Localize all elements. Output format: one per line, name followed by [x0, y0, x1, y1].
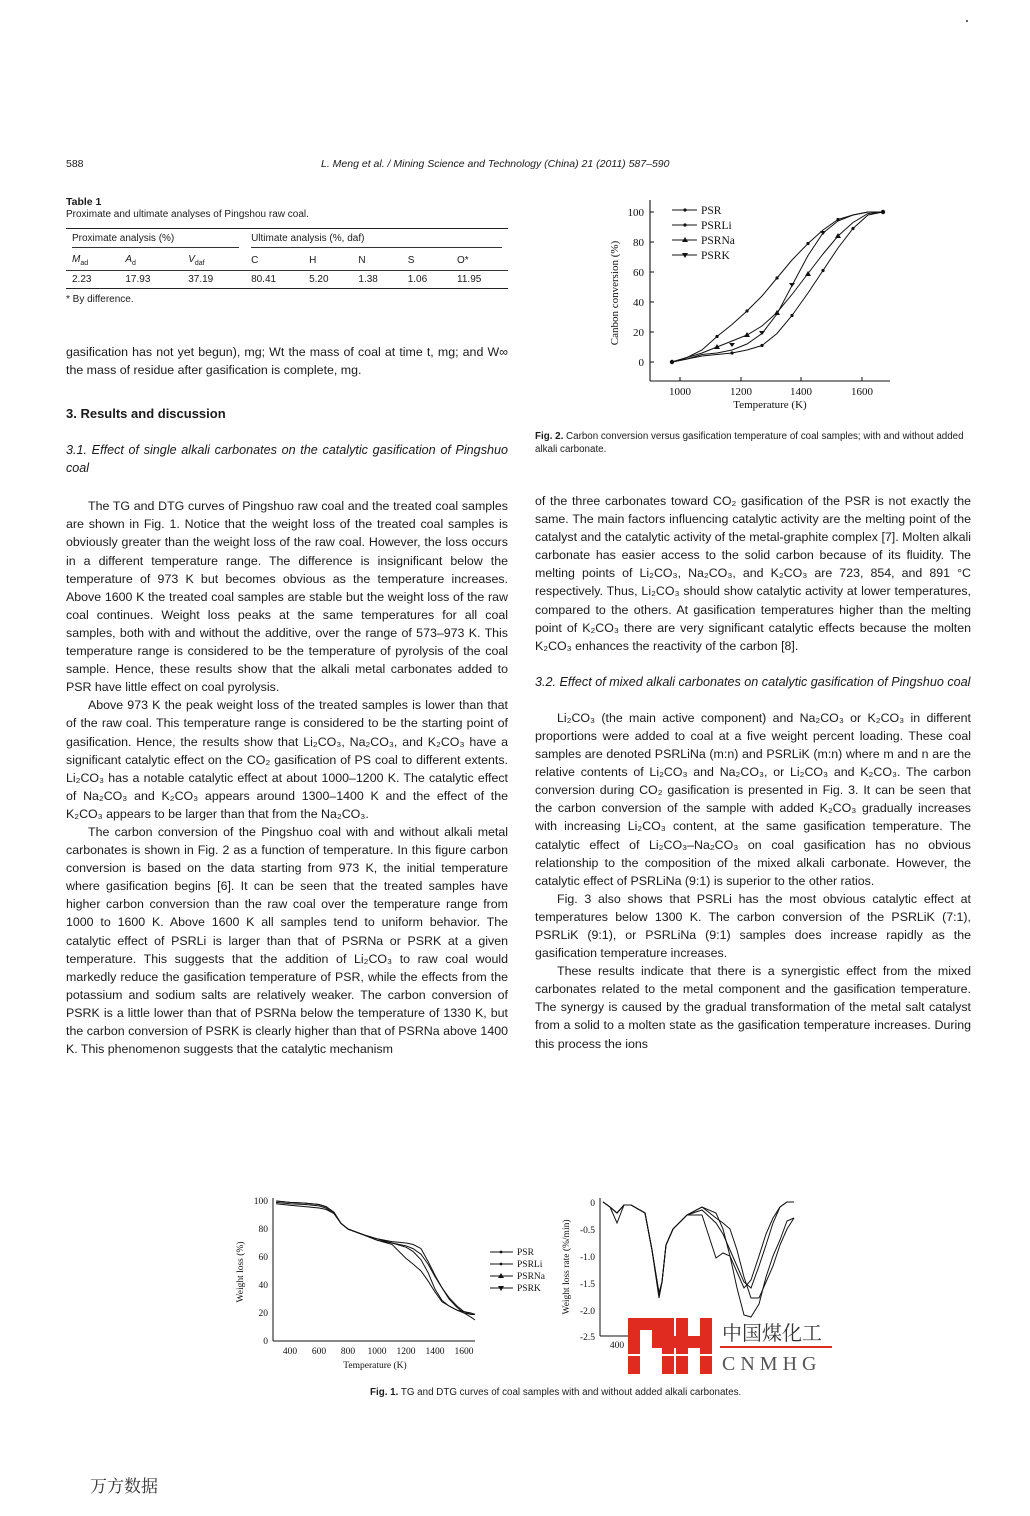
paragraph: These results indicate that there is a synergistic effect from the mixed carbonates related to the metal component and the gasification temperature. The synergy is caused by the gradual transformation of the metal salt catalyst from a solid to a molten state as the gasification temperature increases. During this process the ions — [535, 964, 971, 1051]
svg-text:PSR: PSR — [701, 205, 722, 217]
col-header-n: N — [358, 255, 366, 266]
journal-reference: L. Meng et al. / Mining Science and Technology (China) 21 (2011) 587–590 — [321, 158, 670, 170]
cell-h: 5.20 — [309, 274, 329, 285]
svg-text:1200: 1200 — [396, 1347, 416, 1357]
svg-text:PSRK: PSRK — [701, 250, 730, 262]
cell-vdaf: 37.19 — [188, 274, 214, 285]
series-psrna — [603, 1202, 794, 1298]
svg-text:0: 0 — [263, 1337, 268, 1347]
svg-text:400: 400 — [609, 1341, 625, 1351]
svg-text:1000: 1000 — [367, 1347, 387, 1357]
fig2-caption-label: Fig. 2. — [535, 431, 564, 442]
cell-n: 1.38 — [358, 274, 378, 285]
paragraph: of the three carbonates toward CO₂ gasification of the PSR is not exactly the same. The main factors influencing catalytic activity are the melting point of the catalyst and the catalytic activity of the metal-graphite complex [7]. Molten alkali carbonate has easier access to the solid carbon because of its fluidity. The melting points of Li₂CO₃, Na₂CO₃, and K₂CO₃ are 723, 854, and 891 °C respectively. Thus, Li₂CO₃ should show catalytic activity at lower temperatures, compared to the others. At gasification temperatures higher than the melting point of K₂CO₃ there are very significant catalytic effects because the molten K₂CO₃ enhances the reactivity of the carbon [8]. — [535, 494, 971, 653]
fig1-caption-text: TG and DTG curves of coal samples with and without added alkali carbonates. — [400, 1387, 742, 1398]
svg-text:100: 100 — [253, 1197, 268, 1207]
svg-text:PSRLi: PSRLi — [517, 1260, 543, 1270]
table-caption: Proximate and ultimate analyses of Pingshou raw coal. — [66, 209, 309, 220]
svg-text:Weight loss rate (%/min): Weight loss rate (%/min) — [562, 1219, 572, 1315]
table-row — [66, 271, 508, 289]
fig2-caption-text: Carbon conversion versus gasification temperature of coal samples; with and without added alkali carbonate. — [535, 431, 964, 455]
watermark-en-text: CNMHG — [722, 1353, 822, 1375]
fig1-caption-label: Fig. 1. — [370, 1387, 399, 1398]
paragraph: The TG and DTG curves of Pingshuo raw coal and the treated coal samples are shown in Fig. 1. Notice that the weight loss of the treated coal samples is obviously greater than the weight loss of the raw coal. However, the loss occurs in a different temperature range. The difference is insignificant below the temperature of 973 K but becomes obvious as the temperature increases. Above 1600 K the treated coal samples are stable but the weight loss of the raw coal continues. Weight loss peaks at the same temperatures for all coal samples, both with and without the additive, over the range of 573–973 K. This temperature range is considered to be the temperature of pyrolysis of the coal sample. Hence, these results show that the alkali metal carbonates added to PSR have little effect on coal pyrolysis. — [66, 499, 508, 695]
col-header-h: H — [309, 255, 317, 266]
svg-text:PSRLi: PSRLi — [701, 220, 732, 232]
svg-text:80: 80 — [258, 1225, 268, 1235]
svg-text:-2.0: -2.0 — [579, 1307, 595, 1317]
svg-text:1400: 1400 — [790, 386, 812, 398]
svg-text:Temperature (K): Temperature (K) — [343, 1361, 407, 1371]
cnmhg-watermark-logo — [628, 1316, 838, 1376]
svg-text:PSRNa: PSRNa — [517, 1272, 545, 1282]
svg-text:100: 100 — [627, 207, 644, 219]
paragraph: Li₂CO₃ (the main active component) and Na₂CO₃ or K₂CO₃ in different proportions were added to coal at a five weight percent loading. These coal samples are denoted PSRLiNa (m:n) and PSRLiK (m:n) where m and n are the relative contents of Li₂CO₃ and Na₂CO₃, or Li₂CO₃ and K₂CO₃. The carbon conversion during CO₂ gasification is presented in Fig. 3. It can be seen that the carbon conversion of the sample with added K₂CO₃ gradually increases with increasing Li₂CO₃ content, at the same gasification temperature. The catalytic effect of Li₂CO₃–Na₂CO₃ on coal gasification has no obvious relationship to the composition of the mixed alkali carbonate. However, the catalytic effect of PSRLiNa (9:1) is superior to the other ratios. — [535, 710, 971, 888]
svg-text:60: 60 — [633, 267, 644, 279]
fig1-tg-chart — [225, 1192, 555, 1377]
svg-text:PSRNa: PSRNa — [701, 235, 735, 247]
col-header-c: C — [251, 255, 259, 266]
series-psrk — [276, 1204, 475, 1315]
right-column — [535, 492, 971, 1053]
subsection-heading-3-1: 3.1. Effect of single alkali carbonates on the catalytic gasification of Pingshuo coal — [66, 443, 508, 476]
table-title: Table 1 — [66, 196, 102, 208]
svg-text:1000: 1000 — [669, 386, 691, 398]
page-number: 588 — [66, 158, 84, 170]
fig1-legend — [490, 1248, 546, 1294]
subsection-heading-3-2: 3.2. Effect of mixed alkali carbonates on catalytic gasification of Pingshuo coal — [535, 674, 971, 689]
corner-mark — [966, 20, 968, 22]
svg-text:Canbon conversion (%): Canbon conversion (%) — [609, 240, 621, 346]
svg-text:40: 40 — [633, 297, 644, 309]
intro-text: gasification has not yet begun), mg; Wt the mass of coal at time t, mg; and W∞ the mass of residue after gasification is complete, mg. — [66, 345, 508, 378]
paragraph: Fig. 3 also shows that PSRLi has the most obvious catalytic effect at temperatures below 1300 K. The carbon conversion of the PSRLiK (7:1), PSRLiK (9:1), or PSRLiNa (9:1) samples does increase rapidly as the gasification temperature increases. — [535, 891, 971, 961]
svg-text:PSR: PSR — [517, 1248, 534, 1258]
series-psr — [276, 1201, 475, 1320]
svg-text:1600: 1600 — [454, 1347, 474, 1357]
mh-logo-icon — [628, 1316, 838, 1376]
group-header-proximate: Proximate analysis (%) — [72, 233, 239, 248]
svg-text:-2.5: -2.5 — [579, 1333, 595, 1343]
source-footer: 万方数据 — [90, 1477, 158, 1497]
table-footnote: * By difference. — [66, 294, 134, 305]
svg-text:80: 80 — [633, 237, 644, 249]
svg-text:400: 400 — [282, 1347, 298, 1357]
cell-c: 80.41 — [251, 274, 277, 285]
paragraph: Above 973 K the peak weight loss of the treated samples is lower than that of the raw coal. This temperature range is considered to be the starting point of gasification. Hence, the results show that Li₂CO₃, Na₂CO₃, and K₂CO₃ have a significant catalytic effect on the CO₂ gasification of PS coal to different extents. Li₂CO₃ has a notable catalytic effect at about 1000–1200 K. The catalytic effect of Na₂CO₃ and K₂CO₃ appears around 1300–1400 K and the effect of the K₂CO₃ appears to be larger than that from the Na₂CO₃. — [66, 698, 508, 821]
svg-text:40: 40 — [258, 1281, 268, 1291]
svg-text:-1.5: -1.5 — [579, 1280, 595, 1290]
fig2-carbon-conversion-chart — [600, 195, 900, 415]
cell-ad: 17.93 — [125, 274, 151, 285]
group-header-ultimate: Ultimate analysis (%, daf) — [251, 233, 502, 248]
paragraph: The carbon conversion of the Pingshuo coal with and without alkali metal carbonates is shown in Fig. 2 as a function of temperature. In this figure carbon conversion is based on the data starting from 973 K, the initial temperature where gasification begins [6]. It can be seen that the treated samples have higher carbon conversion than the raw coal over the temperature range from 1000 to 1600 K. Above 1600 K all samples tend to uniform behavior. The catalytic effect of PSRLi is larger than that of PSRNa or PSRK at a given temperature. This suggests that the addition of Li₂CO₃ to raw coal would markedly reduce the gasification temperature of PSR, while the effects from the potassium and sodium salts are relatively weaker. The carbon conversion of PSRK is a little lower than that of PSRNa below the temperature of 1330 K, but the carbon conversion of PSRK is clearly higher than that of PSRNa above 1400 K. This phenomenon suggests that the catalytic mechanism — [66, 824, 508, 1057]
series-psrli — [276, 1201, 475, 1314]
svg-text:Temperature (K): Temperature (K) — [733, 399, 807, 411]
fig1-caption — [370, 1386, 790, 1399]
svg-text:0: 0 — [638, 357, 644, 369]
col-header-s: S — [407, 255, 415, 266]
svg-text:0: 0 — [590, 1199, 595, 1209]
svg-text:-0.5: -0.5 — [579, 1226, 595, 1236]
cell-s: 1.06 — [407, 274, 428, 285]
cell-o: 11.95 — [457, 274, 482, 285]
series-psrli — [603, 1202, 794, 1296]
svg-text:20: 20 — [633, 327, 644, 339]
watermark-cn-text: 中国煤化工 — [722, 1323, 822, 1345]
series-psr — [603, 1202, 794, 1317]
series-psrna — [276, 1202, 475, 1314]
svg-text:Weight loss (%): Weight loss (%) — [236, 1241, 246, 1303]
table-1 — [66, 196, 508, 305]
svg-text:800: 800 — [340, 1347, 356, 1357]
svg-text:1200: 1200 — [730, 386, 752, 398]
svg-text:PSRK: PSRK — [517, 1284, 541, 1294]
left-column — [66, 343, 508, 1058]
section-heading: 3. Results and discussion — [66, 406, 226, 422]
svg-text:20: 20 — [258, 1309, 268, 1319]
svg-text:1400: 1400 — [425, 1347, 445, 1357]
fig2-caption — [535, 430, 975, 456]
svg-text:1600: 1600 — [851, 386, 873, 398]
cell-mad: 2.23 — [72, 274, 92, 285]
fig2-legend — [672, 205, 735, 262]
svg-text:600: 600 — [311, 1347, 327, 1357]
analysis-table: Proximate analysis (%) Ultimate analysis (%, daf) $M_{ad}$ $A_d$ $V_{daf}$ C H N S O* 2.23 17.93 37.19 80.41 5.20 1.38 1.06 11.95 — [66, 228, 508, 289]
col-header-o: O* — [457, 255, 469, 266]
svg-text:-1.0: -1.0 — [579, 1253, 595, 1263]
svg-text:60: 60 — [258, 1253, 268, 1263]
